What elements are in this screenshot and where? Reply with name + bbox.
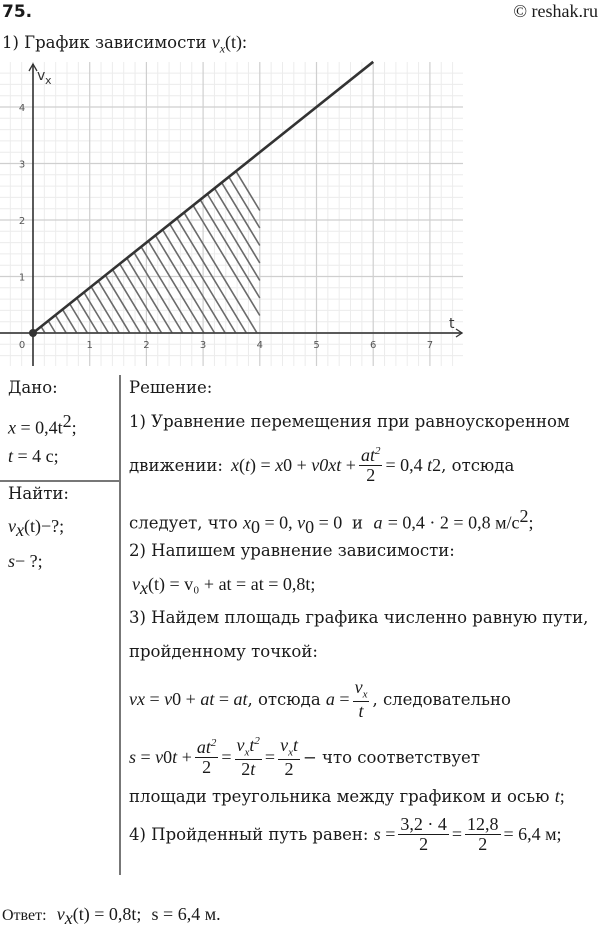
step2-line1: 2) Напишем уравнение зависимости:	[129, 541, 455, 560]
step1-line1: 1) Уравнение перемещения при равноускоренном	[129, 412, 570, 431]
problem-number: 75.	[2, 2, 33, 22]
y-axis-label: v	[37, 68, 46, 84]
svg-text:7: 7	[426, 340, 434, 351]
origin-point	[29, 329, 37, 337]
step1-line2: движении: x ( t ) = x 0 + v 0x t + $\frac{at^2}{2}$ = 0,4 t 2 , отсюда	[129, 445, 515, 485]
svg-text:2: 2	[143, 340, 150, 351]
step3-line1: 3) Найдем площадь графика численно равную пути,	[129, 608, 589, 627]
solution-label: Решение:	[129, 378, 213, 397]
given-find-divider	[0, 480, 119, 482]
step1-line3: следует, что $x_0 = 0$, $v_0 = 0$ и a = 0,4 · 2 = 0,8 $м/с^2$;	[129, 506, 534, 537]
step2-formula: $v_x(t) = v_0$ + at = at = 0,8t;	[132, 574, 316, 599]
step3-line2: пройденному точкой:	[129, 642, 318, 661]
step4-line: 4) Пройденный путь равен: s = $\frac{3,2 \cdot 4}{2}$ = $\frac{12,8}{2}$ = 6,4 м;	[129, 814, 562, 854]
given-label: Дано:	[8, 378, 58, 397]
find-distance: s− ?;	[8, 551, 43, 571]
svg-text:4: 4	[256, 340, 263, 351]
answer-line: Ответ: $v_x(t) = 0,8t$; s = 6,4 м.	[2, 904, 221, 929]
svg-text:6: 6	[370, 340, 377, 351]
section-title-text: 1) График зависимости	[2, 33, 212, 52]
svg-text:5: 5	[313, 340, 320, 351]
column-divider	[119, 375, 121, 875]
step3-line3: v x = v 0 + at = at , отсюда a = $\frac{v_x}{t}$ , следовательно	[129, 677, 511, 722]
svg-text:4: 4	[18, 103, 26, 114]
given-t: t = 4 с;	[8, 446, 59, 466]
step3-line4: s = v 0 t + $\frac{at^2}{2}$ = $\frac{v_xt^2}{2t}$ = $\frac{v_xt}{2}$ − что соответствует	[129, 735, 480, 780]
section-title: 1) График зависимости $v_x(t)$:	[2, 32, 248, 56]
svg-text:1: 1	[18, 272, 26, 284]
copyright-label: © reshak.ru	[513, 1, 598, 21]
velocity-graph	[0, 60, 470, 366]
x-axis-label: t	[449, 316, 455, 332]
svg-text:2: 2	[18, 216, 26, 227]
find-label: Найти:	[8, 484, 69, 503]
find-velocity: $v_x(t)-$?;	[8, 516, 65, 541]
hatched-area	[41, 171, 260, 333]
given-x: $x = 0,4t^2$;	[8, 411, 77, 438]
svg-text:3: 3	[199, 340, 207, 351]
y-axis-label-sub: x	[45, 74, 52, 87]
svg-text:3: 3	[18, 159, 26, 171]
section-title-math: v	[211, 32, 220, 52]
svg-text:0: 0	[18, 340, 26, 351]
svg-text:1: 1	[86, 340, 93, 351]
step3-line5: площади треугольника между графиком и осью t;	[129, 786, 565, 806]
